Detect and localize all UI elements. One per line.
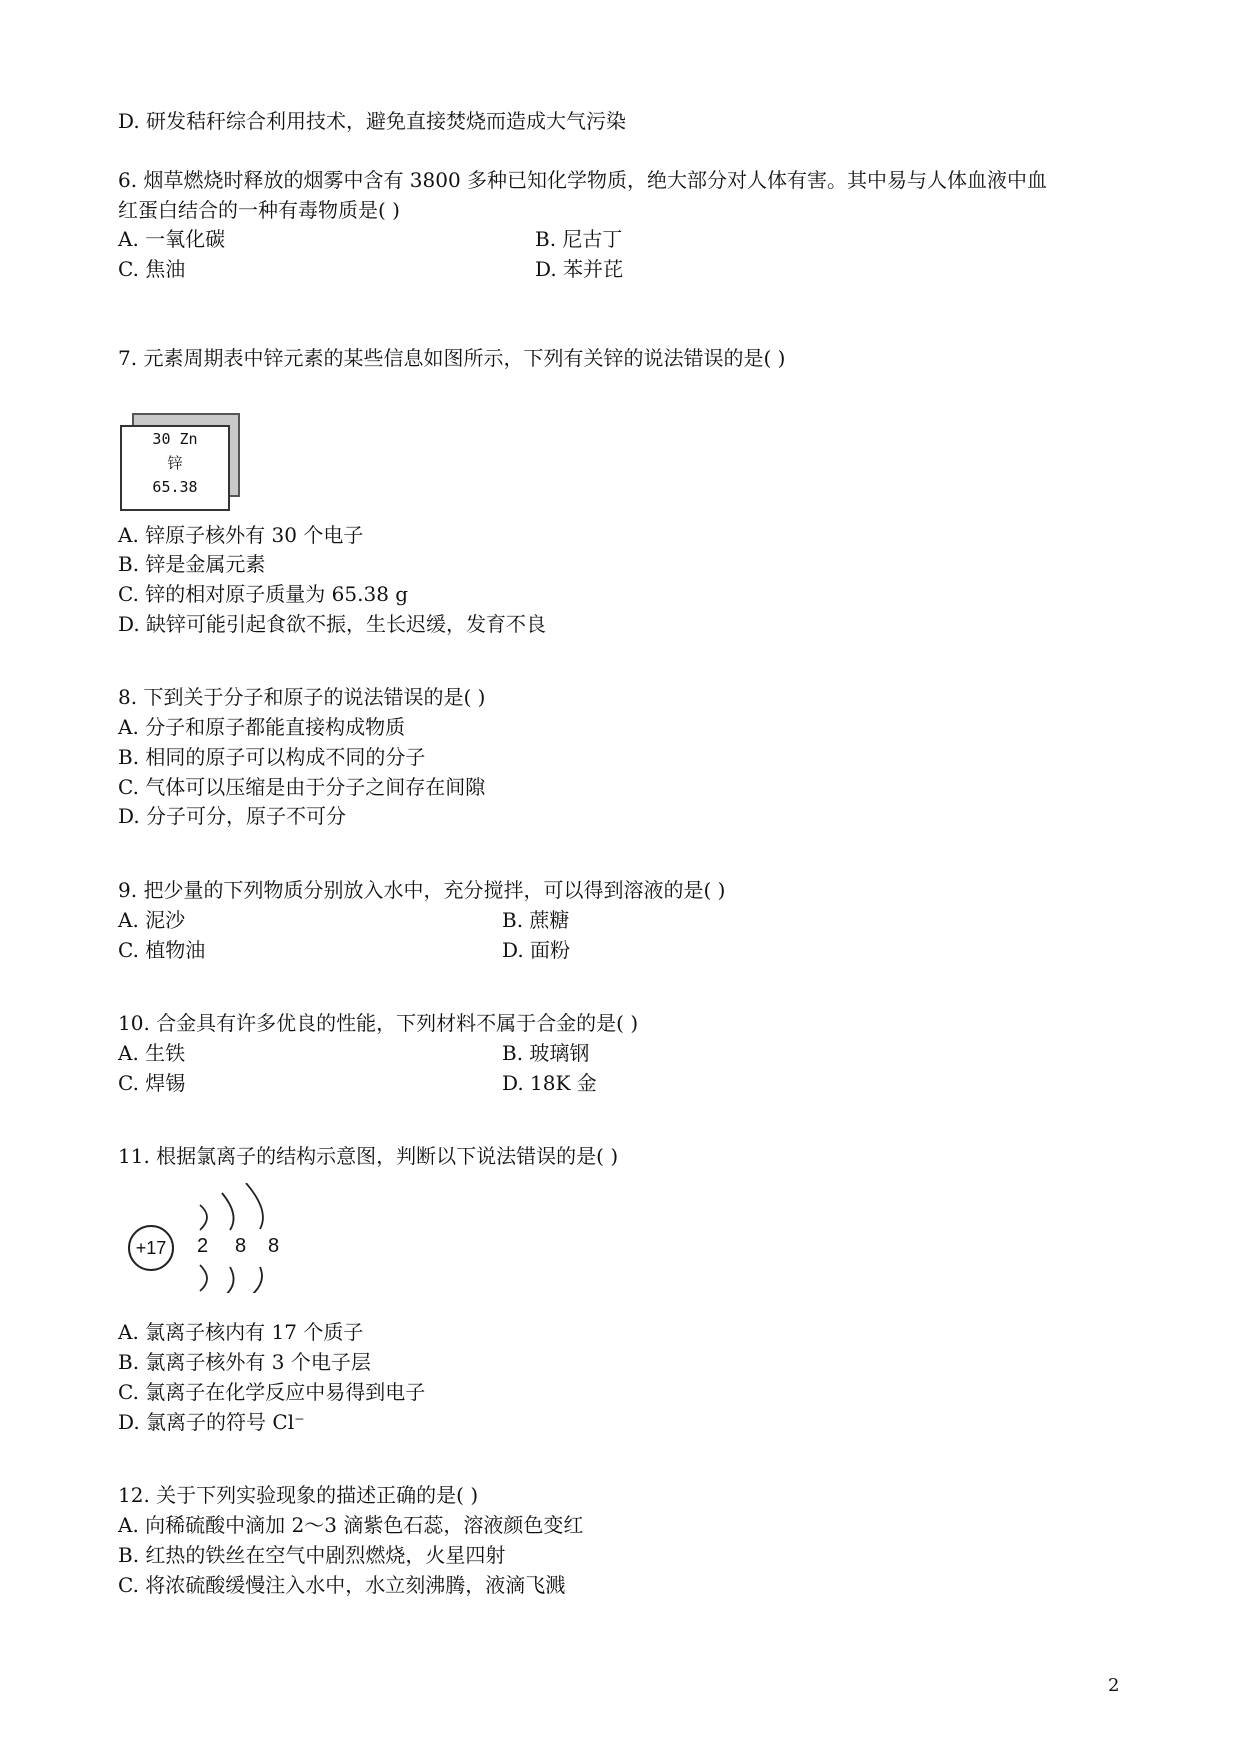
q9-option-d: D. 面粉 [502, 938, 571, 962]
q9-option-b: B. 蔗糖 [502, 908, 570, 932]
q6-stem-line2: 红蛋白结合的一种有毒物质是( ) [118, 198, 400, 222]
q10-option-c: C. 焊锡 [118, 1071, 186, 1095]
q5-option-d: D. 研发秸秆综合利用技术，避免直接焚烧而造成大气污染 [118, 109, 627, 133]
q7-option-a: A. 锌原子核外有 30 个电子 [118, 523, 364, 547]
q8-option-b: B. 相同的原子可以构成不同的分子 [118, 745, 426, 769]
q10-option-b: B. 玻璃钢 [502, 1041, 590, 1065]
q7-option-c: C. 锌的相对原子质量为 65.38 g [118, 582, 409, 606]
q6-stem-line1: 6. 烟草燃烧时释放的烟雾中含有 3800 多种已知化学物质，绝大部分对人体有害。其中易与人体血液中血 [118, 168, 1048, 192]
zinc-number-symbol: 30 Zn [152, 430, 198, 448]
q8-option-d: D. 分子可分，原子不可分 [118, 804, 347, 828]
zinc-atomic-mass: 65.38 [152, 478, 198, 496]
chloride-ion-structure-diagram [118, 1183, 318, 1293]
zinc-name: 锌 [167, 454, 183, 472]
tile-front-face [120, 425, 230, 511]
q7-stem: 7. 元素周期表中锌元素的某些信息如图所示，下列有关锌的说法错误的是( ) [118, 346, 786, 370]
q9-stem: 9. 把少量的下列物质分别放入水中，充分搅拌，可以得到溶液的是( ) [118, 878, 726, 902]
q8-stem: 8. 下到关于分子和原子的说法错误的是( ) [118, 685, 486, 709]
q12-stem: 12. 关于下列实验现象的描述正确的是( ) [118, 1483, 479, 1507]
q6-option-a: A. 一氧化碳 [118, 227, 226, 251]
q11-option-b: B. 氯离子核外有 3 个电子层 [118, 1350, 371, 1374]
q11-option-a: A. 氯离子核内有 17 个质子 [118, 1320, 364, 1344]
q8-option-c: C. 气体可以压缩是由于分子之间存在间隙 [118, 775, 486, 799]
shell-2-electrons: 8 [235, 1235, 247, 1257]
q10-option-d: D. 18K 金 [502, 1071, 597, 1095]
q7-option-d: D. 缺锌可能引起食欲不振，生长迟缓，发育不良 [118, 612, 547, 636]
q8-option-a: A. 分子和原子都能直接构成物质 [118, 715, 406, 739]
q12-option-c: C. 将浓硫酸缓慢注入水中，水立刻沸腾，液滴飞溅 [118, 1573, 566, 1597]
page-number: 2 [1108, 1675, 1120, 1696]
q6-option-b: B. 尼古丁 [535, 227, 623, 251]
q9-option-c: C. 植物油 [118, 938, 206, 962]
q11-option-c: C. 氯离子在化学反应中易得到电子 [118, 1380, 426, 1404]
q11-stem: 11. 根据氯离子的结构示意图，判断以下说法错误的是( ) [118, 1144, 619, 1168]
shell-3-electrons: 8 [268, 1235, 280, 1257]
q12-option-b: B. 红热的铁丝在空气中剧烈燃烧，火星四射 [118, 1543, 506, 1567]
q6-option-d: D. 苯并芘 [535, 257, 624, 281]
zinc-element-tile [120, 413, 244, 511]
nucleus-charge: +17 [128, 1225, 174, 1271]
q6-option-c: C. 焦油 [118, 257, 186, 281]
q11-option-d: D. 氯离子的符号 Cl⁻ [118, 1410, 305, 1434]
q7-option-b: B. 锌是金属元素 [118, 552, 266, 576]
q9-option-a: A. 泥沙 [118, 908, 186, 932]
q10-stem: 10. 合金具有许多优良的性能，下列材料不属于合金的是( ) [118, 1011, 639, 1035]
q12-option-a: A. 向稀硫酸中滴加 2～3 滴紫色石蕊，溶液颜色变红 [118, 1513, 584, 1537]
shell-1-electrons: 2 [197, 1235, 209, 1257]
q10-option-a: A. 生铁 [118, 1041, 186, 1065]
